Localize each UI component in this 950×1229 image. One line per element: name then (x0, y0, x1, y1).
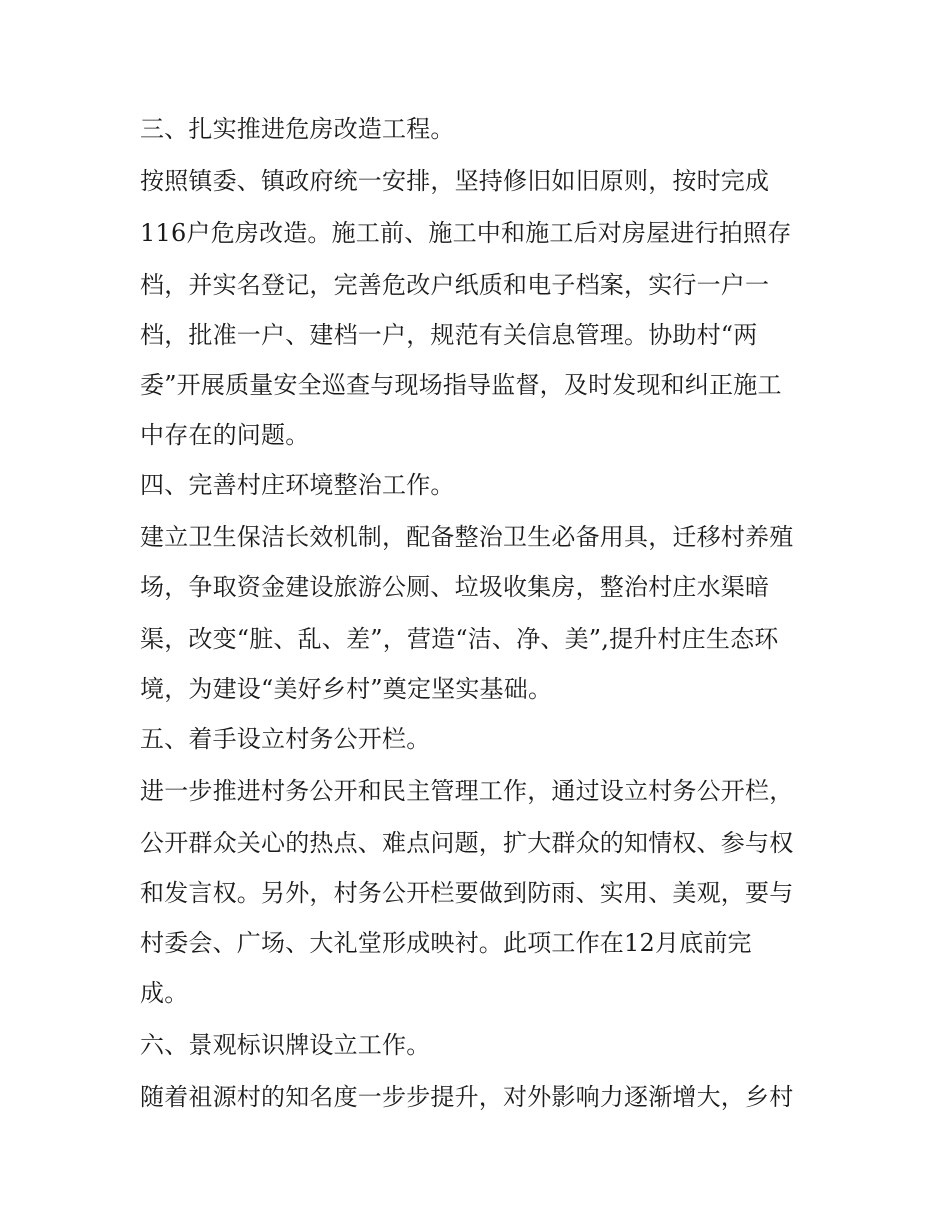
paragraph-line: 境，为建设“美好乡村”奠定坚实基础。 (140, 675, 553, 703)
paragraph-line: 成。 (140, 979, 189, 1007)
paragraph-line: 公开群众关心的热点、难点问题，扩大群众的知情权、参与权 (140, 829, 794, 857)
section-heading-6: 六、景观标识牌设立工作。 (140, 1031, 431, 1059)
section-heading-4: 四、完善村庄环境整治工作。 (140, 471, 455, 499)
paragraph-line: 村委会、广场、大礼堂形成映衬。此项工作在12月底前完 (140, 929, 752, 957)
section-heading-3: 三、扎实推进危房改造工程。 (140, 115, 455, 143)
paragraph-line: 进一步推进村务公开和民主管理工作，通过设立村务公开栏， (140, 777, 794, 805)
paragraph-line: 和发言权。另外，村务公开栏要做到防雨、实用、美观，要与 (140, 879, 794, 907)
paragraph-line: 中存在的问题。 (140, 421, 310, 449)
section-heading-5: 五、着手设立村务公开栏。 (140, 725, 431, 753)
paragraph-line: 按照镇委、镇政府统一安排，坚持修旧如旧原则，按时完成 (140, 167, 770, 195)
paragraph-line: 委”开展质量安全巡查与现场指导监督，及时发现和纠正施工 (140, 371, 782, 399)
paragraph-line: 场，争取资金建设旅游公厕、垃圾收集房，整治村庄水渠暗 (140, 573, 770, 601)
paragraph-line: 116户危房改造。施工前、施工中和施工后对房屋进行拍照存 (140, 219, 792, 247)
paragraph-line: 建立卫生保洁长效机制，配备整治卫生必备用具，迁移村养殖 (140, 523, 794, 551)
paragraph-line: 渠，改变“脏、乱、差”，营造“洁、净、美”,提升村庄生态环 (140, 625, 779, 653)
paragraph-line: 随着祖源村的知名度一步步提升，对外影响力逐渐增大，乡村 (140, 1083, 794, 1111)
paragraph-line: 档，并实名登记，完善危改户纸质和电子档案，实行一户一 (140, 271, 770, 299)
paragraph-line: 档，批准一户、建档一户，规范有关信息管理。协助村“两 (140, 321, 758, 349)
